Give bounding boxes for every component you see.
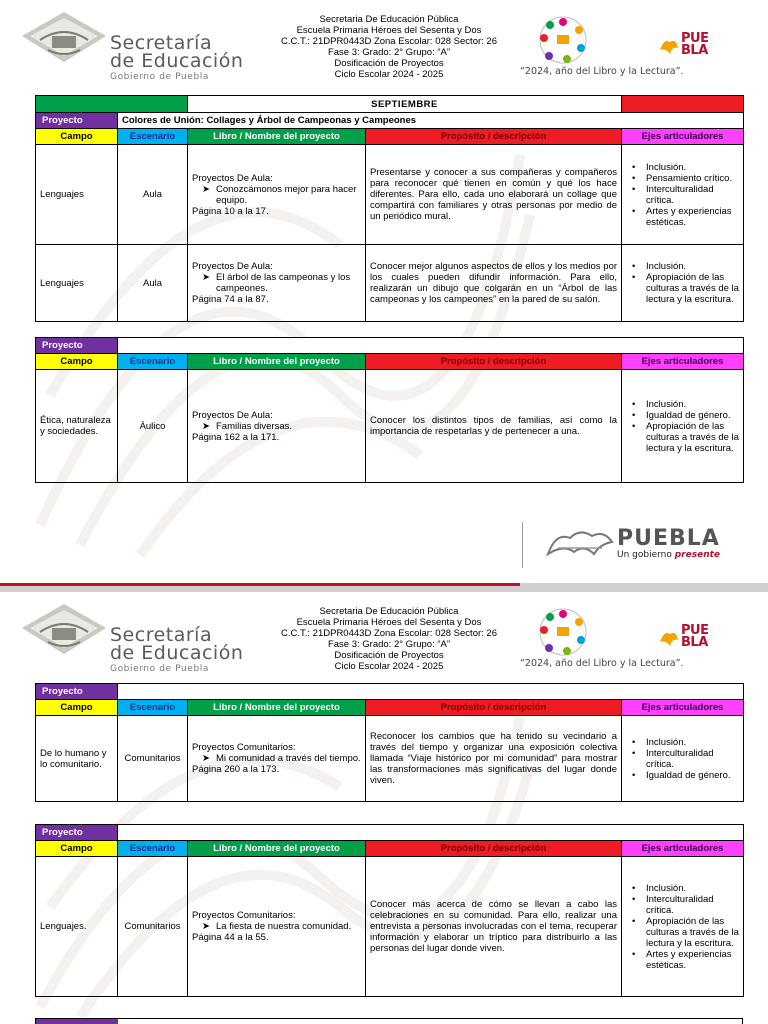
libro-lectura-circle-logo-icon (535, 14, 591, 66)
footer-puebla-word: PUEBLA (617, 526, 720, 551)
school-line: C.C.T.: 21DPR0443D Zona Escolar: 028 Sector: 26 (281, 36, 497, 47)
school-line: Ciclo Escolar 2024 - 2025 (334, 69, 444, 80)
proyecto-title (118, 825, 744, 841)
cell-campo: Ética, naturaleza y sociedades. (36, 370, 118, 483)
sep-title-word2: de Educación (110, 642, 244, 664)
libro-pagina: Página 260 a la 173. (192, 764, 280, 775)
project-table-septiembre (35, 95, 744, 322)
eje-item: • Interculturalidad crítica. (626, 894, 739, 916)
libro-pagina: Página 74 a la 87. (192, 294, 269, 305)
project-table-comunidad (35, 683, 744, 802)
header-libro: Libro / Nombre del proyecto (188, 354, 366, 370)
cell-campo: Lenguajes (36, 245, 118, 322)
project-title-row (36, 825, 744, 841)
header-campo: Campo (36, 354, 118, 370)
header-proposito: Propósito / descripción (366, 841, 622, 857)
month-row (36, 96, 744, 113)
footer-sub-emph: presente (674, 550, 721, 560)
sep-eagle-emblem-icon (18, 10, 110, 66)
school-line: Dosificación de Proyectos (334, 58, 444, 69)
eje-item: • Igualdad de género. (626, 770, 739, 781)
puebla-footer-logo (522, 520, 768, 570)
cell-libro (188, 145, 366, 245)
header-proposito: Propósito / descripción (366, 700, 622, 716)
cell-campo: Lenguajes. (36, 857, 118, 997)
anio-libro-lectura-text: “2024, año del Libro y la Lectura”. (520, 658, 684, 669)
column-header-row (36, 841, 744, 857)
school-line: Secretaria De Educación Pública (319, 606, 459, 617)
eje-item: • Interculturalidad crítica. (626, 184, 739, 206)
libro-tipo: Proyectos De Aula: (192, 261, 273, 272)
cell-escenario: Aula (118, 245, 188, 322)
header-escenario: Escenario (118, 129, 188, 145)
puebla-logo-line1: PUE (681, 31, 709, 46)
header-campo: Campo (36, 700, 118, 716)
eje-item: • Artes y experiencias estéticas. (626, 949, 739, 971)
cell-proposito: Presentarse y conocer a sus compañeras y compañeros para reconocer qué tienen en común y qué los hace diferentes. Para ello, cada uno elaborará un collage que compartirá con familiares y otras personas por medio de un periódico mural. (366, 145, 622, 245)
cell-proposito: Conocer los distintos tipos de familias, así como la importancia de respetarlas y de pertenecer a una. (366, 370, 622, 483)
cell-proposito: Conocer mejor algunos aspectos de ellos y los medios por los cuales pueden difundir información. Para ello, realizarán un dibujo que colgarán en un “Árbol de las campeonas y los campeones” en la pared de su salón. (366, 245, 622, 322)
puebla-logo (658, 623, 740, 652)
libro-item (192, 421, 361, 432)
school-info (258, 606, 520, 672)
table-row (36, 857, 744, 997)
libro-tipo: Proyectos Comunitarios: (192, 910, 296, 921)
proyecto-title (118, 338, 744, 354)
school-line: C.C.T.: 21DPR0443D Zona Escolar: 028 Sector: 26 (281, 628, 497, 639)
school-line: Ciclo Escolar 2024 - 2025 (334, 661, 444, 672)
footer-sub-prefix: Un gobierno (617, 550, 675, 560)
cell-ejes (622, 716, 744, 802)
arrow-bullet-icon: ➤ (202, 753, 210, 764)
project-table-familias (35, 337, 744, 483)
puebla-logo-line2: BLA (681, 635, 708, 650)
ejes-list (626, 399, 739, 454)
sep-title-word1: Secretaría (110, 32, 213, 54)
libro-item (192, 753, 361, 764)
eje-item: • Inclusión. (626, 399, 739, 410)
proyecto-title: Colores de Unión: Collages y Árbol de Campeonas y Campeones (118, 113, 744, 129)
header-libro: Libro / Nombre del proyecto (188, 841, 366, 857)
cell-libro (188, 716, 366, 802)
eje-item: • Igualdad de género. (626, 410, 739, 421)
table-row (36, 145, 744, 245)
table-row (36, 370, 744, 483)
libro-item (192, 921, 361, 932)
cell-campo: De lo humano y lo comunitario. (36, 716, 118, 802)
proyecto-label: Proyecto (36, 684, 118, 700)
libro-nombre: La fiesta de nuestra comunidad. (216, 921, 352, 932)
libro-tipo: Proyectos De Aula: (192, 409, 273, 421)
proyecto-label-cutoff (36, 1019, 118, 1024)
school-line: Escuela Primaria Héroes del Sesenta y Dos (296, 617, 482, 628)
libro-nombre: El árbol de las campeonas y los campeones. (216, 272, 351, 294)
puebla-logo (658, 31, 740, 60)
column-header-row (36, 354, 744, 370)
puebla-logo-icon (658, 36, 680, 58)
header-escenario: Escenario (118, 700, 188, 716)
cell-ejes (622, 145, 744, 245)
libro-nombre: Conozcámonos mejor para hacer equipo. (216, 183, 357, 206)
eje-item: • Apropiación de las culturas a través de la lectura y la escritura. (626, 421, 739, 454)
cell-ejes (622, 857, 744, 997)
school-line: Fase 3: Grado: 2° Grupo: “A” (327, 639, 451, 650)
libro-item (192, 272, 361, 294)
school-line: Fase 3: Grado: 2° Grupo: “A” (327, 47, 451, 58)
ejes-list (626, 162, 739, 228)
header-escenario: Escenario (118, 841, 188, 857)
document-header (0, 0, 768, 95)
libro-lectura-circle-logo-icon (535, 606, 591, 658)
school-line: Escuela Primaria Héroes del Sesenta y Dos (296, 25, 482, 36)
header-campo: Campo (36, 129, 118, 145)
page-red-edge (0, 583, 520, 586)
footer-divider (522, 522, 523, 568)
libro-pagina: Página 10 a la 17. (192, 205, 269, 217)
header-campo: Campo (36, 841, 118, 857)
proyecto-label: Proyecto (36, 113, 118, 129)
puebla-logo-icon (544, 526, 616, 560)
proyecto-title (118, 684, 744, 700)
ejes-list (626, 883, 739, 971)
cell-libro (188, 857, 366, 997)
project-table-fiesta (35, 824, 744, 997)
project-title-row (36, 113, 744, 129)
document-header (0, 592, 768, 687)
cell-ejes (622, 370, 744, 483)
sep-title-word2: de Educación (110, 50, 244, 72)
project-title-row (36, 684, 744, 700)
table-row (36, 716, 744, 802)
libro-item (192, 184, 361, 206)
puebla-logo-icon (658, 628, 680, 650)
eje-item: • Inclusión. (626, 883, 739, 894)
libro-nombre: Familias diversas. (216, 420, 293, 432)
eje-item: • Interculturalidad crítica. (626, 748, 739, 770)
arrow-bullet-icon: ➤ (202, 420, 210, 432)
eje-item: • Apropiación de las culturas a través de la lectura y la escritura. (626, 916, 739, 949)
eje-item: • Apropiación de las culturas a través de la lectura y la escritura. (626, 272, 739, 305)
header-ejes: Ejes articuladores (622, 129, 744, 145)
header-proposito: Propósito / descripción (366, 354, 622, 370)
cell-campo: Lenguajes (36, 145, 118, 245)
libro-tipo: Proyectos De Aula: (192, 172, 273, 184)
footer-puebla-sub (617, 550, 720, 560)
arrow-bullet-icon: ➤ (202, 921, 210, 932)
eje-item: • Inclusión. (626, 261, 739, 272)
column-header-row (36, 129, 744, 145)
header-escenario: Escenario (118, 354, 188, 370)
eje-item: • Artes y experiencias estéticas. (626, 206, 739, 228)
school-line: Secretaria De Educación Pública (319, 14, 459, 25)
cell-ejes (622, 245, 744, 322)
ejes-list (626, 261, 739, 305)
month-red-bar (622, 96, 744, 113)
document-page-2 (0, 592, 768, 1024)
cell-escenario: Áulico (118, 370, 188, 483)
school-line: Dosificación de Proyectos (334, 650, 444, 661)
sep-eagle-emblem-icon (18, 602, 110, 658)
month-green-bar (36, 96, 188, 113)
project-title-row (36, 338, 744, 354)
sep-title-word1: Secretaría (110, 624, 213, 646)
anio-libro-lectura-text: “2024, año del Libro y la Lectura”. (520, 66, 684, 77)
eje-item: • Pensamiento crítico. (626, 173, 739, 184)
sep-logo (18, 598, 258, 678)
puebla-logo-line2: BLA (681, 43, 708, 58)
arrow-bullet-icon: ➤ (202, 183, 210, 195)
libro-nombre: Mi comunidad a través del tiempo. (216, 753, 361, 764)
cell-escenario: Comunitarios (118, 857, 188, 997)
puebla-logo-line1: PUE (681, 623, 709, 638)
sep-subtitle: Gobierno de Puebla (110, 664, 209, 674)
sep-subtitle: Gobierno de Puebla (110, 72, 209, 82)
header-ejes: Ejes articuladores (622, 841, 744, 857)
libro-tipo: Proyectos Comunitarios: (192, 742, 296, 753)
cell-proposito: Reconocer los cambios que ha tenido su vecindario a través del tiempo y organizar una exposición colectiva llamada “Viaje histórico por mi comunidad” para mostrar las transformaciones más significativas del lugar donde viven. (366, 716, 622, 802)
proyecto-label: Proyecto (36, 338, 118, 354)
column-header-row (36, 700, 744, 716)
libro-pagina: Página 162 a la 171. (192, 431, 280, 443)
ejes-list (626, 737, 739, 781)
header-libro: Libro / Nombre del proyecto (188, 700, 366, 716)
eje-item: • Inclusión. (626, 737, 739, 748)
table-row (36, 245, 744, 322)
cell-proposito: Conocer más acerca de cómo se llevan a cabo las celebraciones en su comunidad. Para ello, realizar una entrevista a personas involucradas con el tema, recuperar información y elaborar un tríptico para distribuirlo a las personas del lugar donde viven. (366, 857, 622, 997)
libro-pagina: Página 44 a la 55. (192, 932, 269, 943)
page-separator (0, 583, 768, 592)
cell-libro (188, 245, 366, 322)
month-title: SEPTIEMBRE (188, 96, 622, 113)
school-info (258, 14, 520, 80)
cell-escenario: Comunitarios (118, 716, 188, 802)
proyecto-label: Proyecto (36, 825, 118, 841)
cell-escenario: Aula (118, 145, 188, 245)
sep-logo (18, 6, 258, 86)
header-ejes: Ejes articuladores (622, 700, 744, 716)
next-project-table-cutoff (35, 1018, 743, 1024)
eje-item: • Inclusión. (626, 162, 739, 173)
header-ejes: Ejes articuladores (622, 354, 744, 370)
cell-libro (188, 370, 366, 483)
header-proposito: Propósito / descripción (366, 129, 622, 145)
header-libro: Libro / Nombre del proyecto (188, 129, 366, 145)
arrow-bullet-icon: ➤ (202, 272, 210, 283)
